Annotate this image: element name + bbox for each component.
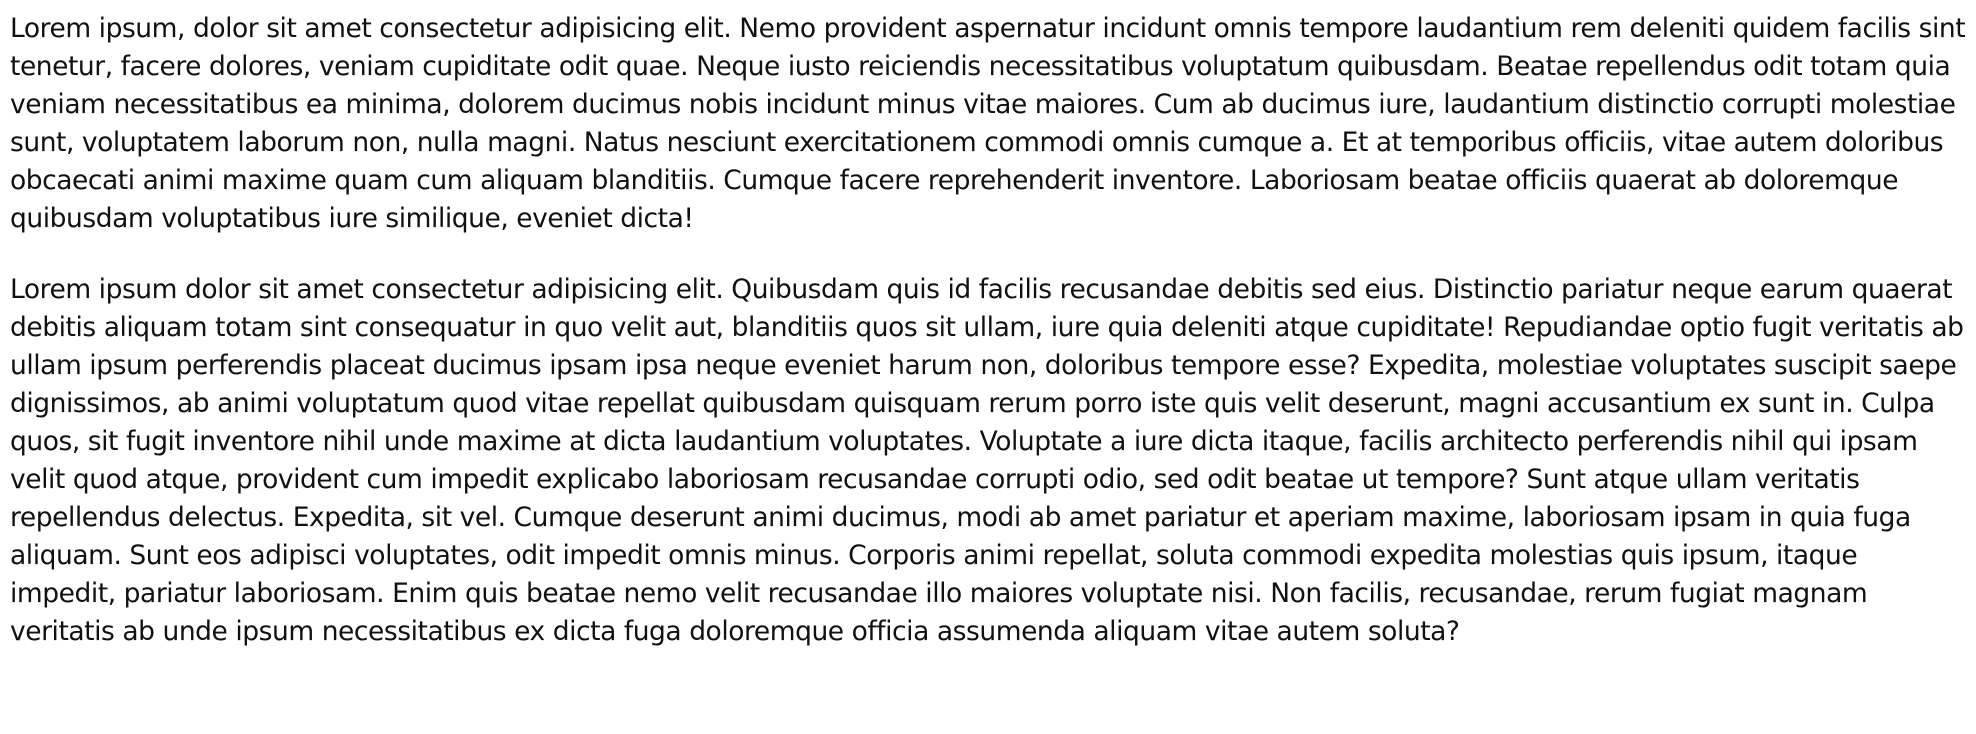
paragraph-2: Lorem ipsum dolor sit amet consectetur adipisicing elit. Quibusdam quis id facilis recusandae debitis sed eius. Distinctio pariatur neque earum quaerat debitis aliquam totam sint consequatur in quo velit aut, blanditiis quos sit ullam, iure quia deleniti atque cupiditate! Repudiandae optio fugit veritatis ab ullam ipsum perferendis placeat ducimus ipsam ipsa neque eveniet harum non, doloribus tempore esse? Expedita, molestiae voluptates suscipit saepe dignissimos, ab animi voluptatum quod vitae repellat quibusdam quisquam rerum porro iste quis velit deserunt, magni accusantium ex sunt in. Culpa quos, sit fugit inventore nihil unde maxime at dicta laudantium voluptates. Voluptate a iure dicta itaque, facilis architecto perferendis nihil qui ipsam velit quod atque, provident cum impedit explicabo laboriosam recusandae corrupti odio, sed odit beatae ut tempore? Sunt atque ullam veritatis repellendus delectus. Expedita, sit vel. Cumque deserunt animi ducimus, modi ab amet pariatur et aperiam maxime, laboriosam ipsam in quia fuga aliquam. Sunt eos adipisci voluptates, odit impedit omnis minus. Corporis animi repellat, soluta commodi expedita molestias quis ipsum, itaque impedit, pariatur laboriosam. Enim quis beatae nemo velit recusandae illo maiores voluptate nisi. Non facilis, recusandae, rerum fugiat magnam veritatis ab unde ipsum necessitatibus ex dicta fuga doloremque officia assumenda aliquam vitae autem soluta?	[10, 274, 1964, 647]
paragraph-1: Lorem ipsum, dolor sit amet consectetur adipisicing elit. Nemo provident aspernatur incidunt omnis tempore laudantium rem deleniti quidem facilis sint tenetur, facere dolores, veniam cupiditate odit quae. Neque iusto reiciendis necessitatibus voluptatum quibusdam. Beatae repellendus odit totam quia veniam necessitatibus ea minima, dolorem ducimus nobis incidunt minus vitae maiores. Cum ab ducimus iure, laudantium distinctio corrupti molestiae sunt, voluptatem laborum non, nulla magni. Natus nesciunt exercitationem commodi omnis cumque a. Et at temporibus officiis, vitae autem doloribus obcaecati animi maxime quam cum aliquam blanditiis. Cumque facere reprehenderit inventore. Laboriosam beatae officiis quaerat ab doloremque quibusdam voluptatibus iure similique, eveniet dicta!	[10, 13, 1966, 234]
